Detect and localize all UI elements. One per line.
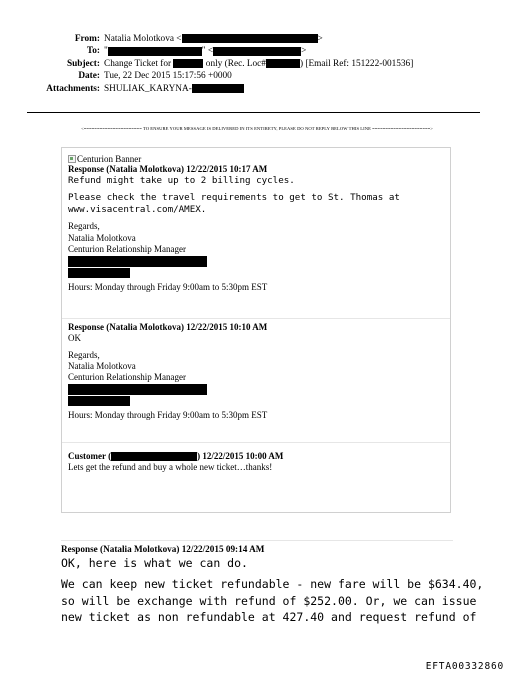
redaction-bar [213, 47, 301, 56]
redaction-bar [266, 59, 300, 68]
customer-suffix: ) 12/22/2015 10:00 AM [197, 451, 284, 461]
message-line: new ticket as non refundable at 427.40 and request refund of [61, 610, 477, 625]
redaction-bar [68, 256, 207, 267]
attachments-label: Attachments: [46, 83, 100, 94]
message-line: Please check the travel requirements to get to St. Thomas at [68, 192, 400, 204]
signature-role: Centurion Relationship Manager [68, 372, 186, 383]
subject-part3: ) [Email Ref: 151222-001536] [299, 58, 414, 69]
customer-prefix: Customer ( [68, 451, 112, 461]
message-title: Response (Natalia Molotkova) 12/22/2015 10:10 AM [68, 322, 268, 332]
centurion-banner [68, 154, 444, 164]
redaction-bar [68, 268, 130, 278]
redaction-bar [68, 396, 130, 406]
to-value [104, 45, 306, 57]
message-line: Lets get the refund and buy a whole new ticket…thanks! [68, 462, 273, 473]
message-response-2 [68, 322, 444, 422]
signature-name: Natalia Molotkova [68, 232, 136, 243]
email-header [0, 33, 512, 95]
attachments-row [0, 83, 512, 95]
message-line: Refund might take up to 2 billing cycles. [68, 175, 295, 187]
message-line: OK [68, 333, 81, 344]
subject-label: Subject: [66, 58, 100, 69]
from-close: > [317, 34, 323, 44]
hours-text: Hours: Monday through Friday 9:00am to 5:30pm EST [68, 410, 268, 421]
attachment-name: SHULIAK_KARYNA- [104, 83, 192, 94]
message-response-1 [68, 154, 444, 293]
banner-alt-text: Centurion Banner [77, 154, 142, 164]
message-divider [61, 540, 453, 541]
reply-notice: <====================== TO ENSURE YOUR MESSAGE IS DELIVERED IN ITS ENTIRETY, PLEASE DO NOT REPLY BELOW THIS LINE ======================> [81, 126, 433, 131]
subject-value [104, 58, 413, 70]
subject-part2: only (Rec. Loc# [205, 58, 266, 69]
to-mid: " < [201, 46, 214, 57]
redaction-bar [111, 452, 197, 461]
redaction-bar [192, 84, 244, 93]
message-divider [62, 442, 450, 443]
message-line: OK, here is what we can do. [61, 556, 248, 570]
message-customer [68, 451, 444, 474]
date-label: Date: [78, 71, 100, 82]
signature-role: Centurion Relationship Manager [68, 243, 186, 254]
message-line: www.visacentral.com/AMEX. [68, 204, 207, 216]
to-row [0, 45, 512, 57]
redaction-bar [173, 59, 203, 68]
message-line: so will be exchange with refund of $252.00. Or, we can issue [61, 593, 477, 608]
from-value [104, 33, 323, 45]
redaction-bar [108, 47, 202, 56]
broken-image-icon [68, 155, 76, 163]
attachments-value [104, 83, 244, 95]
document-id: EFTA00332860 [425, 661, 504, 672]
redaction-bar [68, 384, 207, 395]
header-divider [27, 112, 480, 113]
subject-part1: Change Ticket for [104, 58, 172, 69]
message-title: Response (Natalia Molotkova) 12/22/2015 09:14 AM [61, 544, 265, 554]
message-divider [62, 318, 450, 319]
from-label: From: [74, 34, 100, 44]
message-response-bottom [61, 543, 501, 626]
subject-row [0, 58, 512, 70]
message-line: We can keep new ticket refundable - new fare will be $634.40, [61, 577, 484, 592]
from-row [0, 33, 512, 45]
hours-text: Hours: Monday through Friday 9:00am to 5:30pm EST [68, 282, 268, 293]
redaction-bar [182, 34, 318, 43]
date-value: Tue, 22 Dec 2015 15:17:56 +0000 [104, 71, 232, 82]
to-quote: " [104, 46, 108, 57]
message-title [68, 451, 444, 462]
to-close: > [301, 46, 307, 57]
regards: Regards, [68, 221, 100, 232]
date-row [0, 70, 512, 82]
regards: Regards, [68, 349, 100, 360]
message-thread-box [61, 147, 451, 513]
from-name: Natalia Molotkova < [104, 34, 182, 44]
signature-name: Natalia Molotkova [68, 360, 136, 371]
to-label: To: [86, 46, 100, 57]
message-title: Response (Natalia Molotkova) 12/22/2015 10:17 AM [68, 164, 268, 174]
